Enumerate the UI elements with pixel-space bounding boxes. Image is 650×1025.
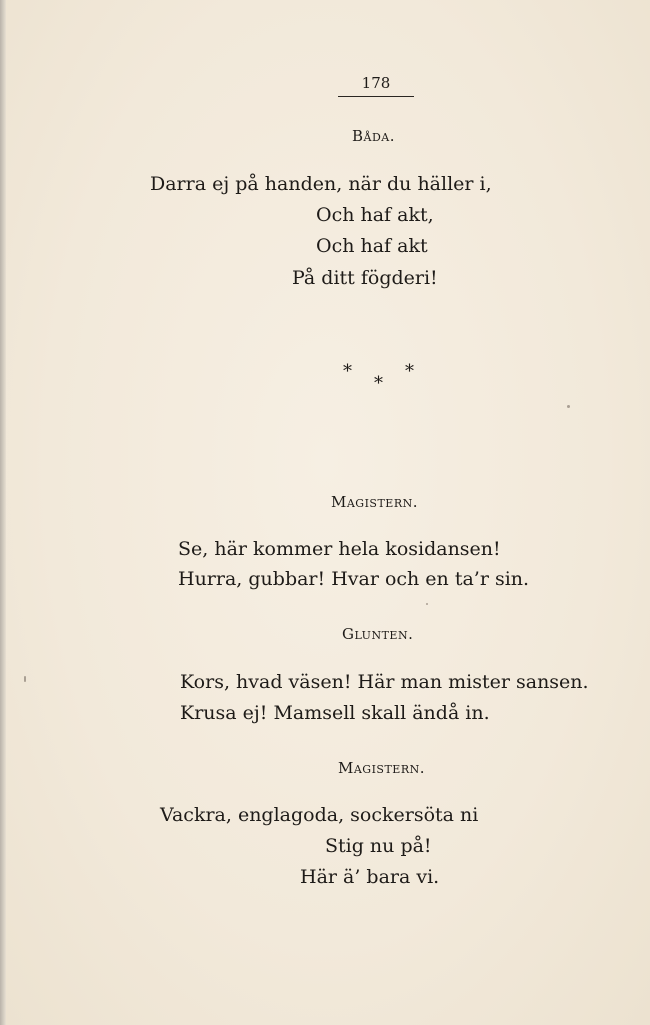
verse-line: Vackra, englagoda, sockersöta ni <box>160 804 479 826</box>
page-gutter-edge <box>0 0 6 1025</box>
verse-line: Här ä’ bara vi. <box>300 866 440 888</box>
verse-line: På ditt fögderi! <box>292 267 438 289</box>
paper-speck <box>426 603 428 605</box>
verse-line: Krusa ej! Mamsell skall ändå in. <box>180 702 490 724</box>
verse-line: Stig nu på! <box>325 835 432 857</box>
verse-line: Och haf akt, <box>316 204 434 226</box>
speaker-magistern: Magistern. <box>331 493 419 511</box>
page-number-rule <box>338 96 414 97</box>
paper-speck <box>24 676 26 682</box>
speaker-glunten: Glunten. <box>342 625 414 643</box>
separator-asterisk: * <box>343 361 352 382</box>
paper-speck <box>567 405 570 408</box>
speaker-magistern: Magistern. <box>338 759 426 777</box>
separator-asterisk: * <box>405 361 414 382</box>
speaker-bada: Båda. <box>352 127 395 145</box>
verse-line: Hurra, gubbar! Hvar och en ta’r sin. <box>178 568 530 590</box>
separator-asterisk: * <box>374 373 383 394</box>
verse-line: Kors, hvad väsen! Här man mister sansen. <box>180 671 589 693</box>
verse-line: Och haf akt <box>316 235 428 257</box>
verse-line: Se, här kommer hela kosidansen! <box>178 538 501 560</box>
page-number: 178 <box>361 74 391 92</box>
verse-line: Darra ej på handen, när du häller i, <box>150 173 492 195</box>
